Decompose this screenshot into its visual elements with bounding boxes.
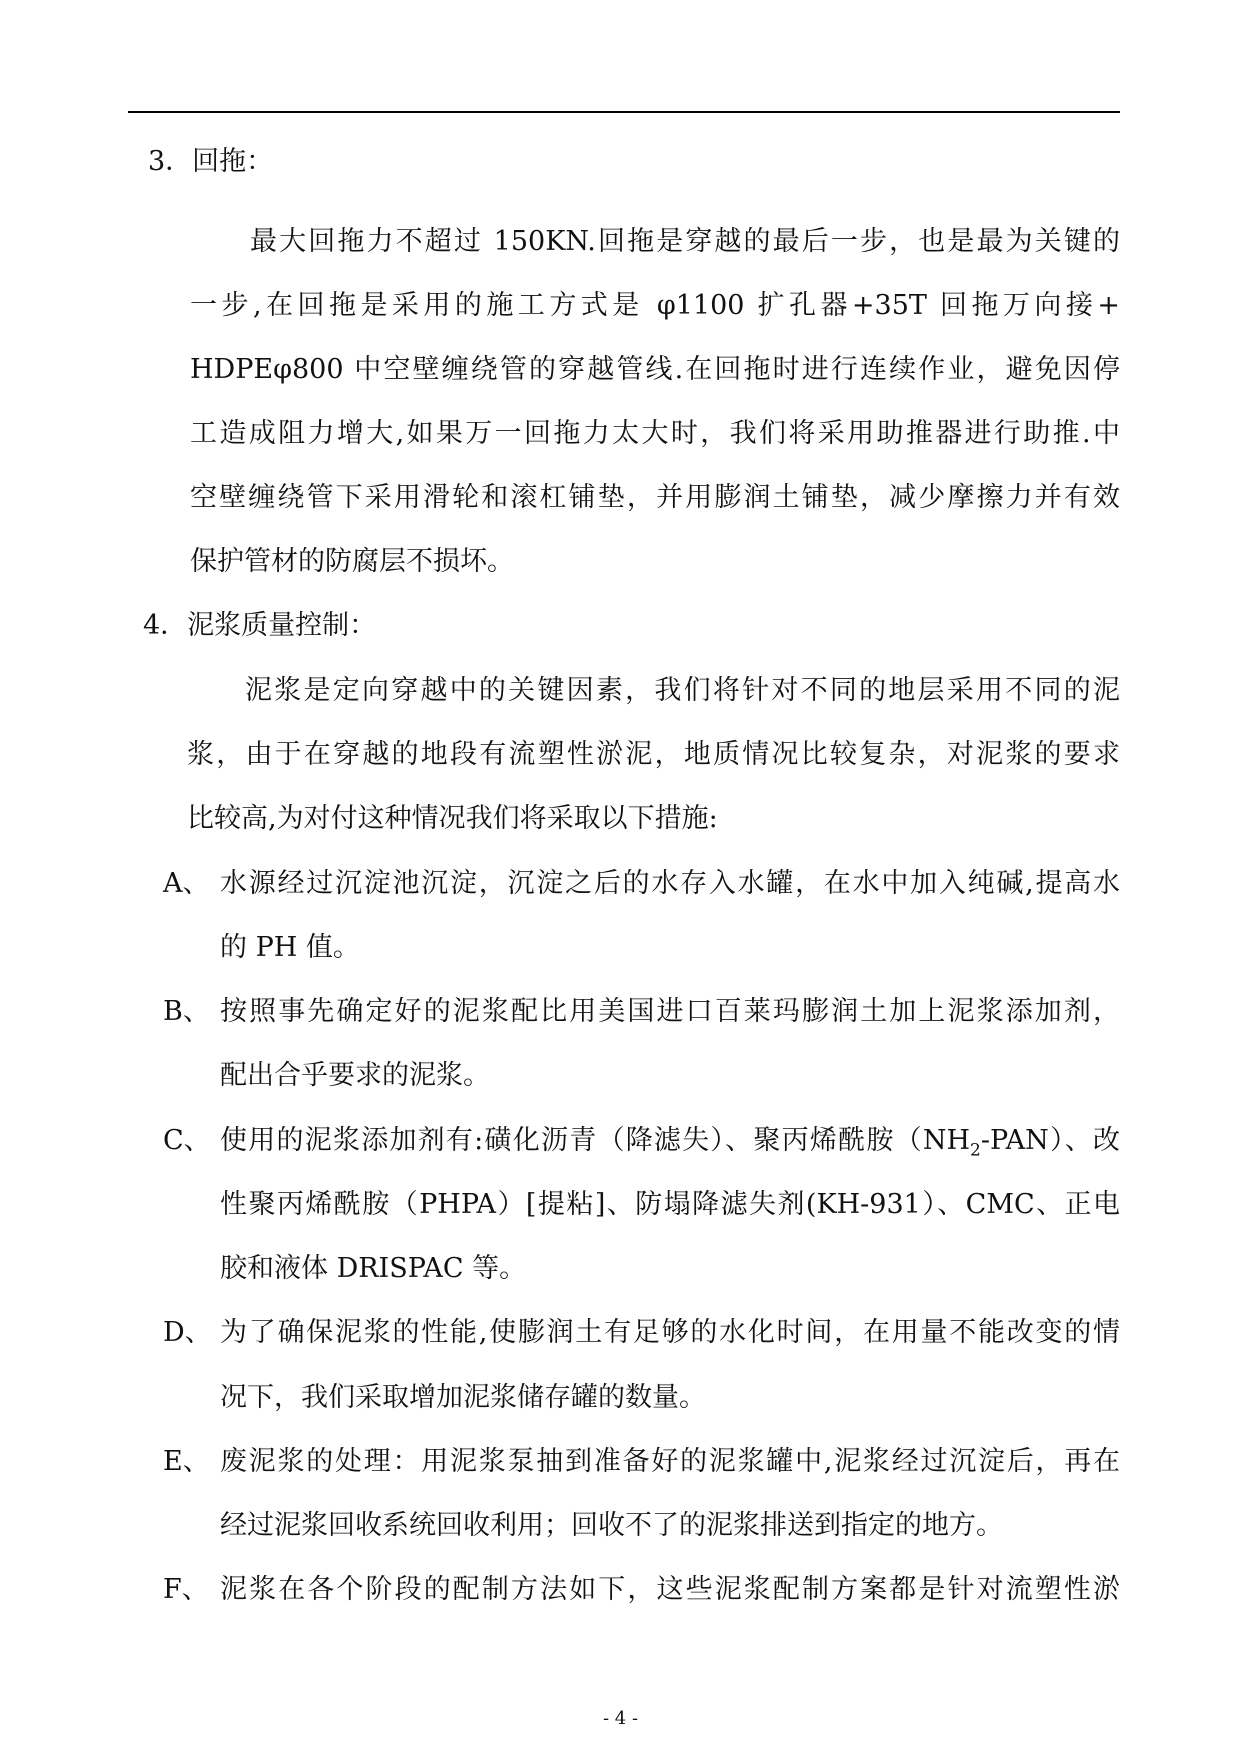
paragraph-line: 空壁缠绕管下采用滑轮和滚杠铺垫，并用膨润土铺垫，减少摩擦力并有效: [190, 482, 1120, 513]
paragraph-line: HDPEφ800 中空壁缠绕管的穿越管线.在回拖时进行连续作业，避免因停: [190, 354, 1120, 385]
item-marker: D、: [163, 1317, 212, 1348]
page-number: - 4 -: [602, 1708, 639, 1729]
item-line: 为了确保泥浆的性能,使膨润土有足够的水化时间，在用量不能改变的情: [220, 1317, 1120, 1348]
section-3-heading: 3．回拖：: [148, 146, 274, 177]
item-marker: B、: [163, 996, 210, 1027]
item-marker: E、: [163, 1446, 210, 1477]
paragraph-line: 保护管材的防腐层不损坏。: [190, 546, 514, 577]
item-line: 况下，我们采取增加泥浆储存罐的数量。: [220, 1382, 706, 1413]
subscript: 2: [970, 1140, 981, 1161]
item-line: 经过泥浆回收系统回收利用；回收不了的泥浆排送到指定的地方。: [220, 1510, 1003, 1541]
section-4-heading: 4．泥浆质量控制：: [143, 610, 377, 641]
item-marker: F、: [163, 1574, 209, 1605]
item-line: 按照事先确定好的泥浆配比用美国进口百莱玛膨润土加上泥浆添加剂，: [220, 996, 1120, 1027]
item-marker: C、: [163, 1125, 211, 1156]
item-line: 配出合乎要求的泥浆。: [220, 1060, 490, 1091]
item-line: 性聚丙烯酰胺（PHPA）[提粘]、防塌降滤失剂(KH-931）、CMC、正电: [220, 1189, 1120, 1220]
header-rule: [128, 111, 1120, 113]
paragraph-line: 泥浆是定向穿越中的关键因素，我们将针对不同的地层采用不同的泥: [245, 675, 1120, 706]
item-line: 泥浆在各个阶段的配制方法如下，这些泥浆配制方案都是针对流塑性淤: [220, 1574, 1120, 1605]
item-line: 胶和液体 DRISPAC 等。: [220, 1253, 527, 1284]
item-line: 使用的泥浆添加剂有:磺化沥青（降滤失）、聚丙烯酰胺$(NH_2-PAN)$、改: [220, 1125, 1120, 1161]
item-line: 的 PH 值。: [220, 932, 360, 963]
item-line: 废泥浆的处理：用泥浆泵抽到准备好的泥浆罐中,泥浆经过沉淀后，再在: [220, 1446, 1120, 1477]
paragraph-line: 最大回拖力不超过 150KN.回拖是穿越的最后一步，也是最为关键的: [250, 226, 1120, 257]
item-line: 水源经过沉淀池沉淀，沉淀之后的水存入水罐，在水中加入纯碱,提高水: [220, 868, 1120, 899]
paragraph-line: 比较高,为对付这种情况我们将采取以下措施:: [187, 803, 718, 834]
paragraph-line: 浆，由于在穿越的地段有流塑性淤泥，地质情况比较复杂，对泥浆的要求: [187, 739, 1120, 770]
item-marker: A、: [163, 868, 210, 899]
paragraph-line: 一步,在回拖是采用的施工方式是 φ1100 扩孔器+35T 回拖万向接+: [190, 290, 1120, 321]
paragraph-line: 工造成阻力增大,如果万一回拖力太大时，我们将采用助推器进行助推.中: [190, 418, 1120, 449]
